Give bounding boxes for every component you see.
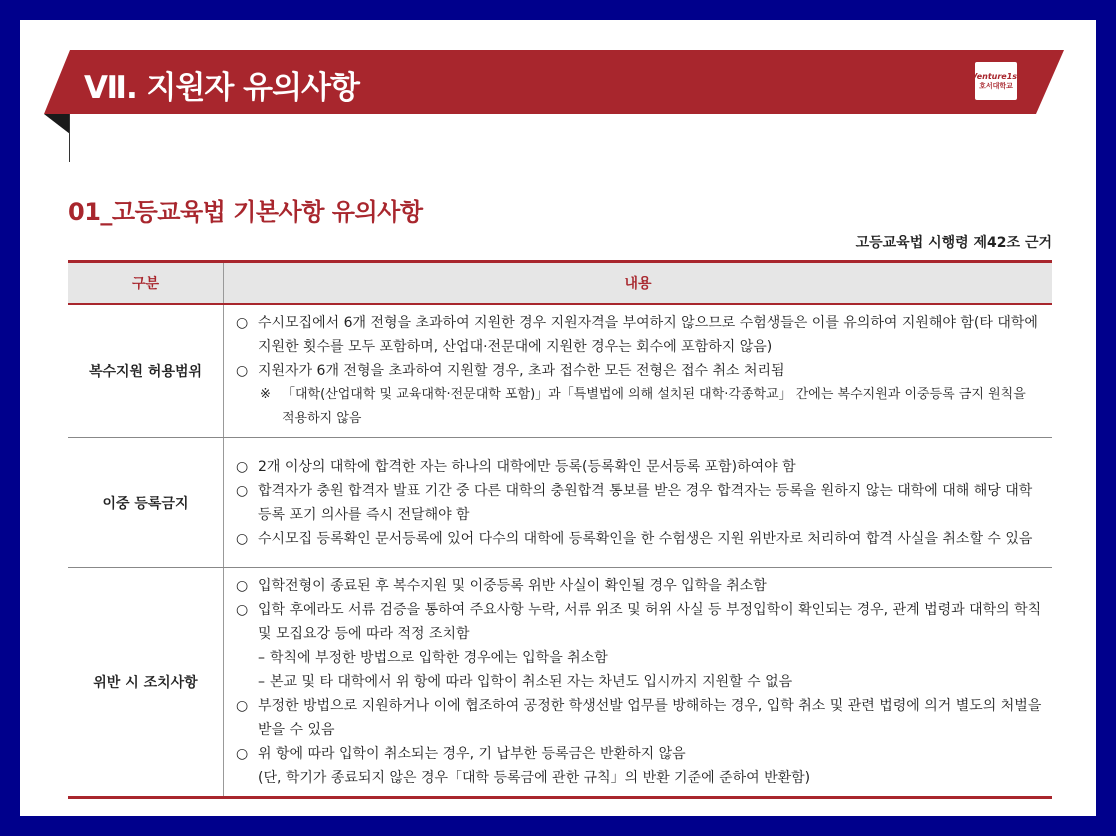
paren-note bbox=[236, 766, 1042, 790]
item-text: 학칙에 부정한 방법으로 입학한 경우에는 입학을 취소함 bbox=[270, 650, 608, 666]
bullet-item bbox=[236, 574, 1042, 598]
header-content: 내용 bbox=[224, 262, 1053, 305]
bullet-marker: ○ bbox=[236, 482, 249, 499]
item-text: 본교 및 타 대학에서 위 항에 따라 입학이 취소된 자는 차년도 입시까지 지원할 수 없음 bbox=[270, 674, 793, 690]
row-content bbox=[224, 568, 1053, 798]
sub-item bbox=[236, 646, 1042, 670]
item-text: 수시모집 등록확인 문서등록에 있어 다수의 대학에 등록확인을 한 수험생은 지원 위반자로 처리하여 합격 사실을 취소할 수 있음 bbox=[258, 530, 1033, 547]
item-text: 위 항에 따라 입학이 취소되는 경우, 기 납부한 등록금은 반환하지 않음 bbox=[258, 746, 686, 762]
sub-item bbox=[236, 670, 1042, 694]
table-row bbox=[68, 304, 1052, 438]
bullet-marker: ○ bbox=[236, 315, 249, 331]
item-text: 입학 후에라도 서류 검증을 통하여 주요사항 누락, 서류 위조 및 허위 사실 등 부정입학이 확인되는 경우, 관계 법령과 대학의 학칙 및 모집요강 등에 따라 적정 조치함 bbox=[258, 602, 1042, 642]
bullet-item bbox=[236, 359, 1042, 383]
bullet-item bbox=[236, 742, 1042, 766]
item-text: 부정한 방법으로 지원하거나 이에 협조하여 공정한 학생선발 업무를 방해하는 경우, 입학 취소 및 관련 법령에 의거 별도의 처벌을 받을 수 있음 bbox=[258, 698, 1042, 738]
row-category: 위반 시 조치사항 bbox=[68, 568, 224, 798]
logo-text-top: Venture1st bbox=[971, 71, 1021, 81]
bullet-item bbox=[236, 598, 1042, 646]
item-text: 2개 이상의 대학에 합격한 자는 하나의 대학에만 등록(등록확인 문서등록 포함)하여야 함 bbox=[258, 458, 796, 475]
bullet-marker: – bbox=[258, 674, 265, 690]
logo-text-bottom: 호서대학교 bbox=[979, 81, 1013, 90]
table-row bbox=[68, 438, 1052, 568]
bullet-item bbox=[236, 479, 1042, 527]
bullet-marker: ○ bbox=[236, 530, 249, 547]
bullet-marker: ○ bbox=[236, 698, 249, 714]
bullet-item bbox=[236, 311, 1042, 359]
row-content bbox=[224, 304, 1053, 438]
banner-fold-line bbox=[69, 114, 70, 162]
bullet-marker: ○ bbox=[236, 363, 249, 379]
note-item bbox=[236, 383, 1042, 431]
bullet-marker: ○ bbox=[236, 746, 249, 762]
rules-table bbox=[68, 260, 1052, 799]
item-text: 합격자가 충원 합격자 발표 기간 중 다른 대학의 충원합격 통보를 받은 경우 합격자는 등록을 원하지 않는 대학에 대해 해당 대학 등록 포기 의사를 즉시 전달해야 함 bbox=[258, 482, 1033, 523]
bullet-marker: ○ bbox=[236, 602, 249, 618]
bullet-item bbox=[236, 694, 1042, 742]
bullet-item bbox=[236, 455, 1042, 479]
bullet-marker: ※ bbox=[260, 387, 271, 402]
table-header-row bbox=[68, 262, 1052, 305]
banner-fold bbox=[44, 114, 70, 134]
header-category: 구분 bbox=[68, 262, 224, 305]
table-body bbox=[68, 304, 1052, 798]
row-content bbox=[224, 438, 1053, 568]
chapter-title: Ⅶ. 지원자 유의사항 bbox=[84, 70, 359, 106]
bullet-marker: ○ bbox=[236, 578, 249, 594]
section-title: 01_고등교육법 기본사항 유의사항 bbox=[68, 198, 423, 226]
item-text: 지원자가 6개 전형을 초과하여 지원할 경우, 초과 접수한 모든 전형은 접수 취소 처리됨 bbox=[258, 363, 785, 379]
bullet-item bbox=[236, 527, 1042, 551]
bullet-marker: ○ bbox=[236, 458, 249, 475]
item-text: 입학전형이 종료된 후 복수지원 및 이중등록 위반 사실이 확인될 경우 입학을 취소함 bbox=[258, 578, 767, 594]
item-text: 수시모집에서 6개 전형을 초과하여 지원한 경우 지원자격을 부여하지 않으므로 수험생들은 이를 유의하여 지원해야 함(타 대학에 지원한 횟수를 모두 포함하며, 산업대·전문대에 지원한 경우는 회수에 포함하지 않음) bbox=[258, 315, 1038, 355]
legal-basis: 고등교육법 시행령 제42조 근거 bbox=[855, 235, 1052, 251]
bullet-marker: – bbox=[258, 650, 265, 666]
university-logo bbox=[971, 62, 1021, 100]
row-category: 복수지원 허용범위 bbox=[68, 304, 224, 438]
row-category: 이중 등록금지 bbox=[68, 438, 224, 568]
item-text: (단, 학기가 종료되지 않은 경우「대학 등록금에 관한 규칙」의 반환 기준에 준하여 반환함) bbox=[258, 770, 811, 786]
table-row bbox=[68, 568, 1052, 798]
chapter-banner bbox=[44, 50, 1064, 162]
item-text: 「대학(산업대학 및 교육대학·전문대학 포함)」과「특별법에 의해 설치된 대학·각종학교」 간에는 복수지원과 이중등록 금지 원칙을 적용하지 않음 bbox=[282, 387, 1026, 426]
page bbox=[20, 20, 1096, 816]
